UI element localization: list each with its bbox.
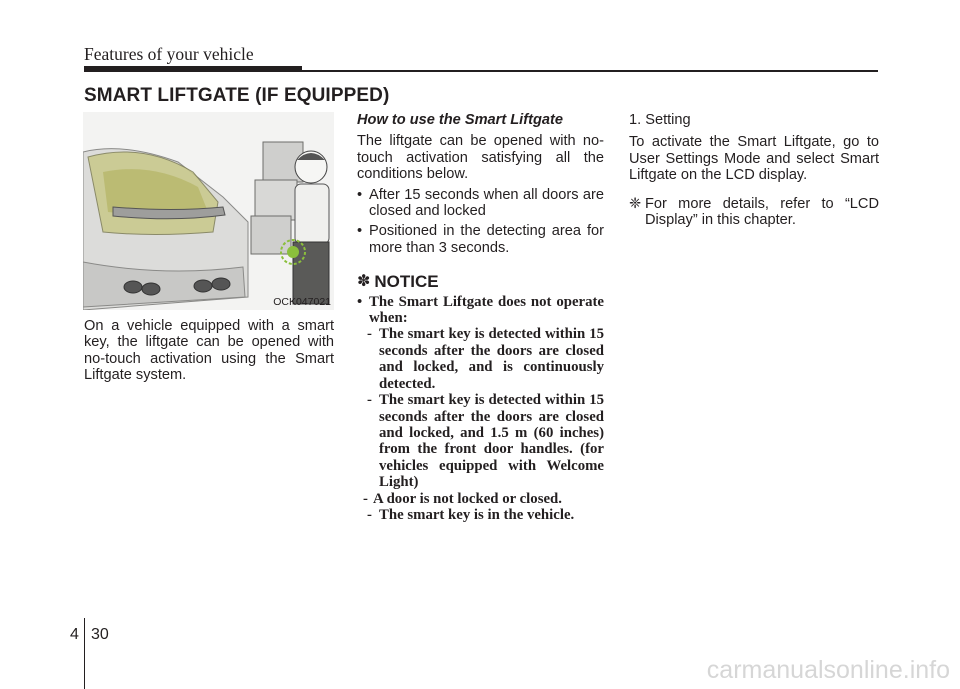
- usage-column: [357, 112, 604, 523]
- notice-item: - The smart key is in the vehicle.: [367, 506, 575, 523]
- reference-note: ❈ For more details, refer to “LCD Display” in this chapter.: [629, 195, 879, 229]
- section-title: SMART LIFTGATE (IF EQUIPPED): [84, 85, 390, 106]
- intro-column: [84, 318, 334, 384]
- conditions-paragraph: The liftgate can be opened with no-touch activation satisfying all the conditions below.: [357, 133, 604, 183]
- condition-bullet: • After 15 seconds when all doors are closed and locked: [357, 186, 604, 220]
- figure-code: OCK047021: [273, 296, 331, 308]
- notice-body: [357, 294, 604, 524]
- watermark: carmanualsonline.info: [706, 656, 950, 684]
- header-rule: [84, 70, 878, 72]
- intro-paragraph: On a vehicle equipped with a smart key, the liftgate can be opened with no-touch activation using the Smart Liftgate system.: [84, 318, 334, 384]
- subheading: How to use the Smart Liftgate: [357, 112, 563, 128]
- notice-item: - The smart key is detected within 15 seconds after the doors are closed and locked, and 1.5 m (60 inches) from the front door handles. (for vehicles equipped with Welcome Light): [367, 392, 604, 491]
- notice-item: - A door is not locked or closed.: [363, 490, 562, 507]
- setting-paragraph: To activate the Smart Liftgate, go to User Settings Mode and select Smart Liftgate on the LCD display.: [629, 134, 879, 184]
- running-header: Features of your vehicle: [84, 44, 254, 64]
- bullet-icon: •: [357, 223, 363, 240]
- bullet-icon: •: [357, 186, 363, 203]
- note-icon: ❈: [629, 195, 642, 212]
- step-heading: 1. Setting: [629, 112, 691, 128]
- notice-lead: • The Smart Liftgate does not operate when:: [357, 293, 604, 327]
- smart-liftgate-illustration: [83, 112, 334, 310]
- page-number: 30: [91, 626, 109, 643]
- notice-heading: ✽ NOTICE: [357, 272, 439, 292]
- setting-column: [629, 112, 879, 228]
- car-and-person-drawing: [83, 112, 334, 310]
- notice-item: - The smart key is detected within 15 seconds after the doors are closed and locked, and is continuously detected.: [367, 326, 604, 392]
- bullet-icon: •: [357, 293, 363, 310]
- chapter-number: 4: [70, 626, 79, 643]
- condition-bullet: • Positioned in the detecting area for more than 3 seconds.: [357, 223, 604, 256]
- footer-divider: [84, 618, 85, 689]
- notice-icon: ✽: [357, 273, 371, 291]
